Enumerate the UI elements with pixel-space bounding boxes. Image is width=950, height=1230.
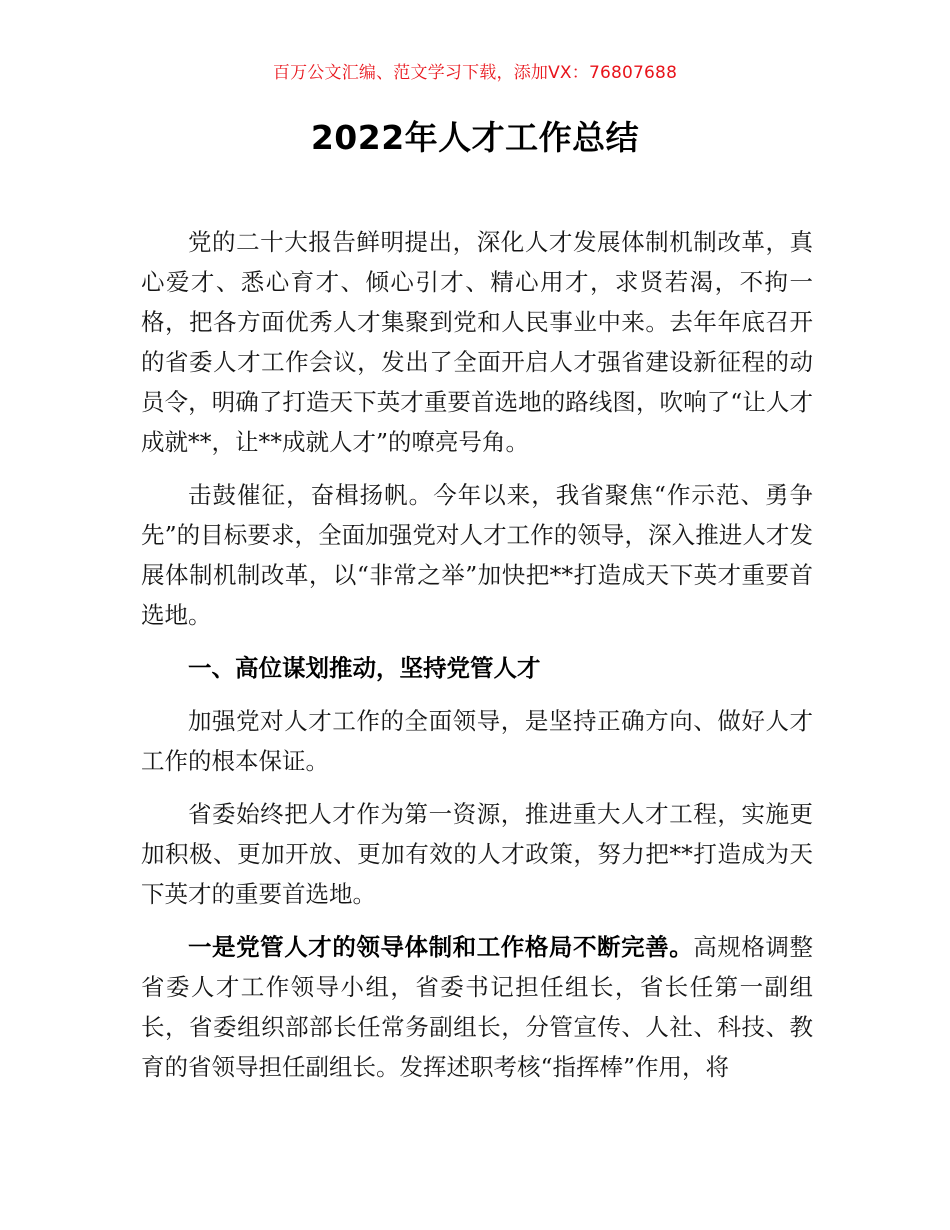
paragraph-text: 党的二十大报告鲜明提出，深化人才发展体制机制改革，真心爱才、悉心育才、倾心引才、精心用才，求贤若渴，不拘一格，把各方面优秀人才集聚到党和人民事业中来。去年年底召开的省委人才工作会议，发出了全面开启人才强省建设新征程的动员令，明确了打造天下英才重要首选地的路线图，吹响了“让人才成就**，让**成就人才”的嘹亮号角。 — [141, 228, 813, 456]
paragraph-provincial-committee — [141, 794, 813, 914]
paragraph-text: 省委始终把人才作为第一资源，推进重大人才工程，实施更加积极、更加开放、更加有效的人才政策，努力把**打造成为天下英才的重要首选地。 — [141, 800, 813, 908]
paragraph-text: 击鼓催征，奋楫扬帆。今年以来，我省聚焦“作示范、勇争先”的目标要求，全面加强党对人才工作的领导，深入推进人才发展体制机制改革，以“非常之举”加快把**打造成天下英才重要首选地。 — [141, 481, 813, 629]
paragraph-progress — [141, 475, 813, 635]
paragraph-intro — [141, 222, 813, 462]
paragraph-text: 高规格调整省委人才工作领导小组，省委书记担任组长，省长任第一副组长，省委组织部部长任常务副组长，分管宣传、人社、科技、教育的省领导担任副组长。发挥述职考核“指挥棒”作用，将 — [141, 933, 814, 1081]
header-contact-note: 百万公文汇编、范文学习下载，添加VX：76807688 — [272, 63, 678, 83]
paragraph-point-one — [141, 927, 813, 1087]
paragraph-lead: 一是党管人才的领导体制和工作格局不断完善。 — [188, 933, 694, 961]
page-title: 2022年人才工作总结 — [310, 118, 640, 157]
paragraph-leadership — [141, 701, 813, 781]
document-body — [141, 222, 813, 1100]
section-heading-1: 一、高位谋划推动，坚持党管人才 — [188, 654, 541, 682]
paragraph-text: 加强党对人才工作的全面领导，是坚持正确方向、做好人才工作的根本保证。 — [141, 707, 813, 775]
